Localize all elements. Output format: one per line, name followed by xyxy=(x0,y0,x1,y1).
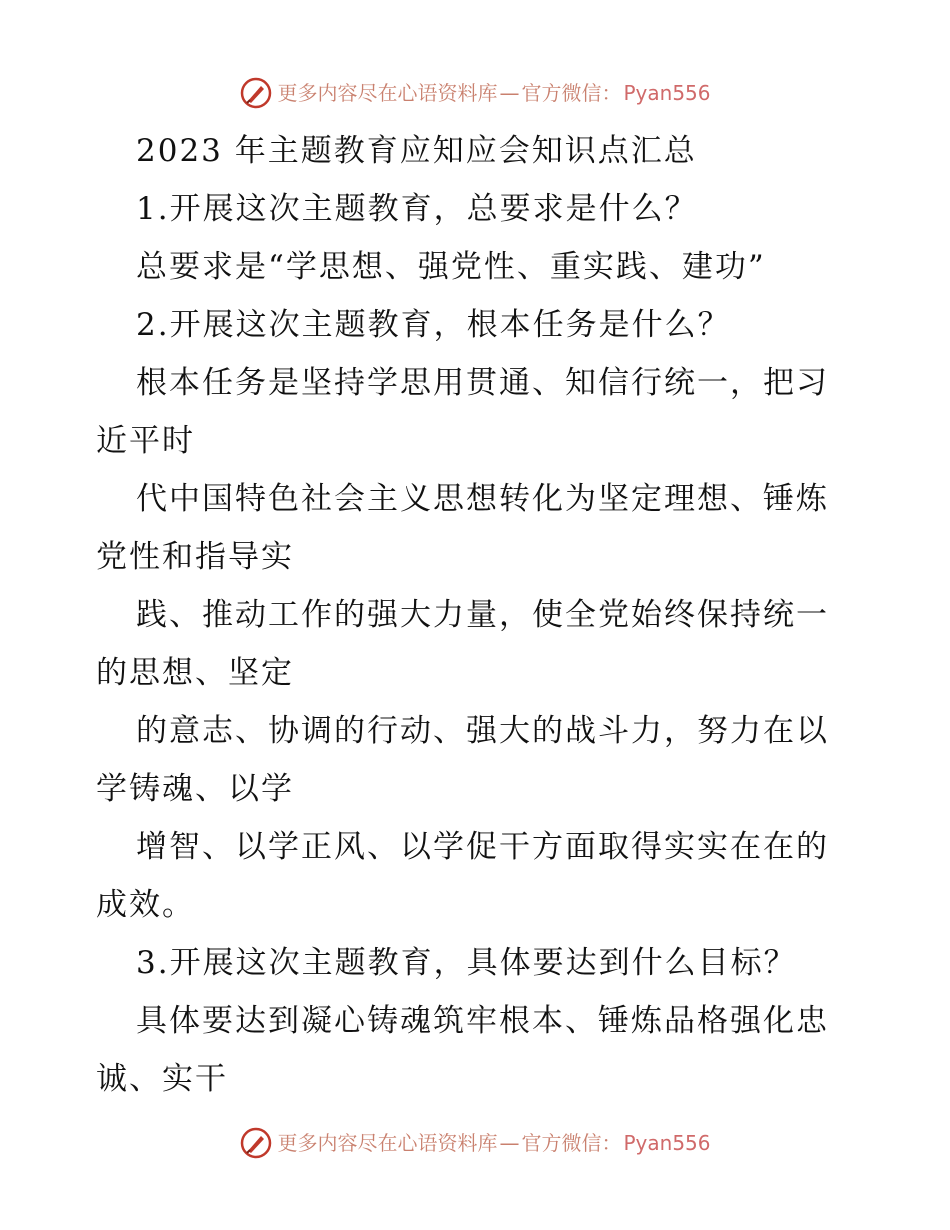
document-line: 增智、以学正风、以学促干方面取得实实在在的 xyxy=(136,829,829,865)
pen-circle-icon xyxy=(239,76,273,110)
watermark-wechat-label: 官方微信： xyxy=(521,81,622,105)
watermark-wechat-label: 官方微信： xyxy=(521,1131,622,1155)
watermark-wechat-id: Pyan556 xyxy=(623,1131,711,1155)
header-watermark xyxy=(0,76,950,110)
document-line: 总要求是“学思想、强党性、重实践、建功” xyxy=(136,249,766,285)
document-line: 践、推动工作的强大力量，使全党始终保持统一 xyxy=(136,597,829,633)
watermark-text: 更多内容尽在心语资料库 xyxy=(277,81,498,105)
document-line: 根本任务是坚持学思用贯通、知信行统一，把习 xyxy=(136,365,829,401)
document-line: 2.开展这次主题教育，根本任务是什么？ xyxy=(136,307,731,343)
document-line: 学铸魂、以学 xyxy=(96,771,294,807)
document-line: 党性和指导实 xyxy=(96,539,294,575)
document-line: 的意志、协调的行动、强大的战斗力，努力在以 xyxy=(136,713,829,749)
watermark-separator: — xyxy=(499,1131,520,1155)
document-line: 近平时 xyxy=(96,423,195,459)
document-line: 3.开展这次主题教育，具体要达到什么目标？ xyxy=(136,945,797,981)
document-line: 成效。 xyxy=(96,887,195,923)
watermark-separator: — xyxy=(499,81,520,105)
document-line: 代中国特色社会主义思想转化为坚定理想、锤炼 xyxy=(136,481,829,517)
pen-circle-icon xyxy=(239,1126,273,1160)
document-line: 的思想、坚定 xyxy=(96,655,294,691)
footer-watermark xyxy=(0,1126,950,1160)
document-line: 具体要达到凝心铸魂筑牢根本、锤炼品格强化忠 xyxy=(136,1003,829,1039)
document-line: 1.开展这次主题教育，总要求是什么？ xyxy=(136,191,698,227)
watermark-text: 更多内容尽在心语资料库 xyxy=(277,1131,498,1155)
document-line: 诚、实干 xyxy=(96,1061,228,1097)
document-line: 2023 年主题教育应知应会知识点汇总 xyxy=(136,133,697,169)
watermark-wechat-id: Pyan556 xyxy=(623,81,711,105)
document-body xyxy=(96,122,856,1108)
